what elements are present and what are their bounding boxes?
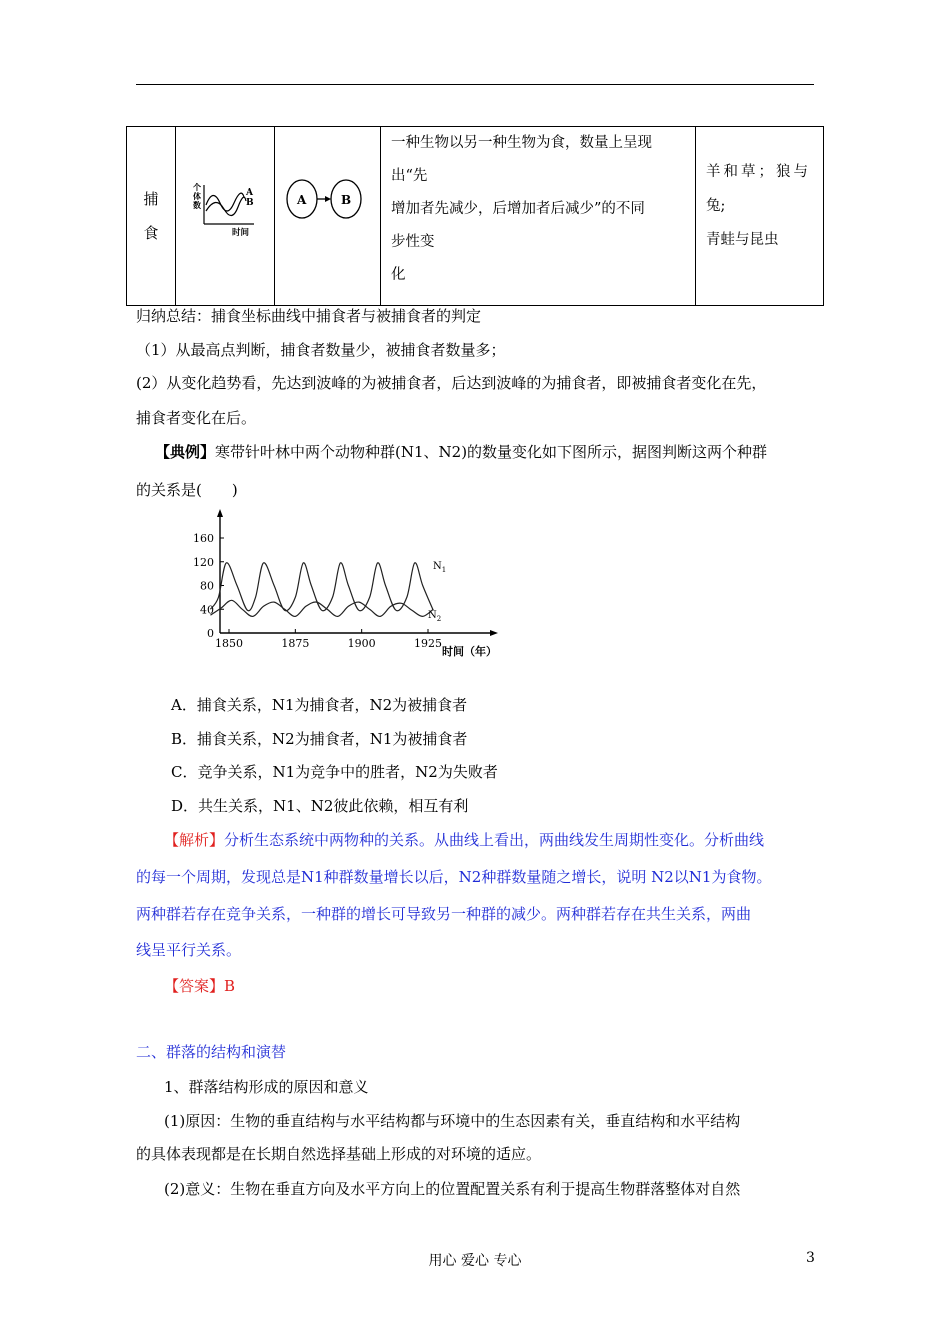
chart-ticks bbox=[193, 532, 497, 658]
desc-line: 步性变 bbox=[391, 234, 435, 250]
analysis-tag: 【解析】 bbox=[164, 831, 225, 849]
x-tick-label: 1875 bbox=[281, 637, 310, 650]
example-line: 羊和草；狼与 bbox=[706, 164, 811, 180]
x-axis-label: 时间（年） bbox=[442, 645, 497, 658]
analysis-line-2: 的每一个周期，发现总是N1种群数量增长以后，N2种群数量随之增长，说明 N2以N1为食物。 bbox=[136, 868, 772, 886]
option-c[interactable]: C．竞争关系，N1为竞争中的胜者，N2为失败者 bbox=[171, 763, 498, 781]
summary-title: 归纳总结：捕食坐标曲线中捕食者与被捕食者的判定 bbox=[136, 307, 482, 325]
example-line: 青蛙与昆虫 bbox=[706, 232, 779, 248]
mini-graph-cell bbox=[176, 127, 275, 306]
example-question-line-1 bbox=[155, 441, 767, 462]
table-row bbox=[127, 127, 824, 306]
mini-ylabel-char: 个 bbox=[193, 182, 201, 192]
desc-line: 增加者先减少，后增加者后减少”的不同 bbox=[391, 201, 645, 217]
predation-mini-graph bbox=[176, 127, 275, 301]
mini-curve-a bbox=[206, 193, 244, 211]
y-tick-label: 40 bbox=[200, 603, 214, 617]
relation-name-char: 捕 bbox=[143, 190, 159, 208]
relation-name-char: 食 bbox=[143, 224, 159, 242]
analysis-line-4: 线呈平行关系。 bbox=[136, 941, 242, 959]
mini-curve-b bbox=[206, 197, 246, 215]
y-tick-label: 80 bbox=[200, 579, 214, 593]
x-axis-arrow-icon bbox=[490, 630, 498, 636]
relation-description-cell bbox=[381, 127, 696, 306]
summary-point-1: （1）从最高点判断，捕食者数量少，被捕食者数量多； bbox=[136, 341, 506, 359]
desc-line: 化 bbox=[391, 267, 406, 283]
example-question-line-2: 的关系是( ) bbox=[136, 481, 238, 499]
x-tick-label: 1900 bbox=[347, 637, 376, 650]
page-number: 3 bbox=[806, 1250, 815, 1266]
series-label-n1: $N_1$ bbox=[433, 561, 447, 574]
option-d[interactable]: D．共生关系，N1、N2彼此依赖，相互有利 bbox=[171, 797, 469, 815]
mini-ylabel-char: 体 bbox=[193, 191, 201, 201]
mini-label-a: A bbox=[246, 188, 253, 198]
mini-ylabel-char: 数 bbox=[193, 200, 201, 210]
chart-series bbox=[210, 561, 446, 623]
example-text: 寒带针叶林中两个动物种群(N1、N2)的数量变化如下图所示，据图判断这两个种群 bbox=[215, 443, 768, 461]
node-b-label: B bbox=[341, 193, 352, 207]
y-axis-arrow-icon bbox=[217, 509, 223, 517]
x-tick-label: 1925 bbox=[414, 637, 442, 650]
option-b[interactable]: B．捕食关系，N2为捕食者，N1为被捕食者 bbox=[171, 730, 468, 748]
relation-diagram-cell bbox=[275, 127, 381, 306]
y-tick-label: 0 bbox=[207, 627, 214, 640]
option-a[interactable]: A．捕食关系，N1为捕食者，N2为被捕食者 bbox=[171, 696, 468, 714]
desc-line: 一种生物以另一种生物为食，数量上呈现 bbox=[391, 135, 652, 151]
page-footer: 用心 爱心 专心 bbox=[428, 1253, 522, 1269]
chart-axes bbox=[217, 509, 498, 636]
answer-tag: 【答案】 bbox=[164, 977, 225, 995]
section-heading: 二、群落的结构和演替 bbox=[136, 1043, 287, 1061]
meaning-line-1: (2)意义：生物在垂直方向及水平方向上的位置配置关系有利于提高生物群落整体对自然 bbox=[164, 1180, 741, 1198]
answer-value: B bbox=[224, 977, 236, 995]
header-rule bbox=[136, 84, 814, 85]
arrow-head-icon bbox=[325, 196, 331, 202]
x-tick-label: 1850 bbox=[215, 637, 243, 650]
desc-line: 出“先 bbox=[391, 168, 428, 184]
relation-example-cell bbox=[696, 127, 824, 306]
analysis-line-3: 两种群若存在竞争关系，一种群的增长可导致另一种群的减少。两种群若存在共生关系，两曲 bbox=[136, 905, 752, 923]
example-tag: 【典例】 bbox=[155, 443, 216, 461]
relationship-table bbox=[126, 126, 824, 306]
y-tick-label: 160 bbox=[193, 532, 214, 545]
series-label-n2: $N_2$ bbox=[428, 610, 442, 623]
y-tick-label: 120 bbox=[193, 555, 214, 569]
subsection-heading: 1、群落结构形成的原因和意义 bbox=[164, 1078, 369, 1096]
summary-point-2b: 捕食者变化在后。 bbox=[136, 409, 257, 427]
reason-line-1: (1)原因：生物的垂直结构与水平结构都与环境中的生态因素有关，垂直结构和水平结构 bbox=[164, 1112, 741, 1130]
answer-line bbox=[164, 975, 235, 996]
summary-point-2a: (2）从变化趋势看，先达到波峰的为被捕食者，后达到波峰的为捕食者，即被捕食者变化在先， bbox=[136, 374, 767, 392]
analysis-line-1 bbox=[164, 829, 764, 850]
node-a-label: A bbox=[297, 193, 307, 207]
mini-xlabel: 时间 bbox=[232, 228, 250, 238]
analysis-text: 分析生态系统中两物种的关系。从曲线上看出，两曲线发生周期性变化。分析曲线 bbox=[224, 831, 765, 849]
example-line: 兔; bbox=[706, 198, 726, 214]
relation-name-cell bbox=[127, 127, 176, 306]
reason-line-2: 的具体表现都是在长期自然选择基础上形成的对环境的适应。 bbox=[136, 1145, 542, 1163]
mini-label-b: B bbox=[246, 198, 254, 208]
predation-diagram bbox=[275, 127, 381, 301]
population-chart bbox=[180, 508, 510, 663]
